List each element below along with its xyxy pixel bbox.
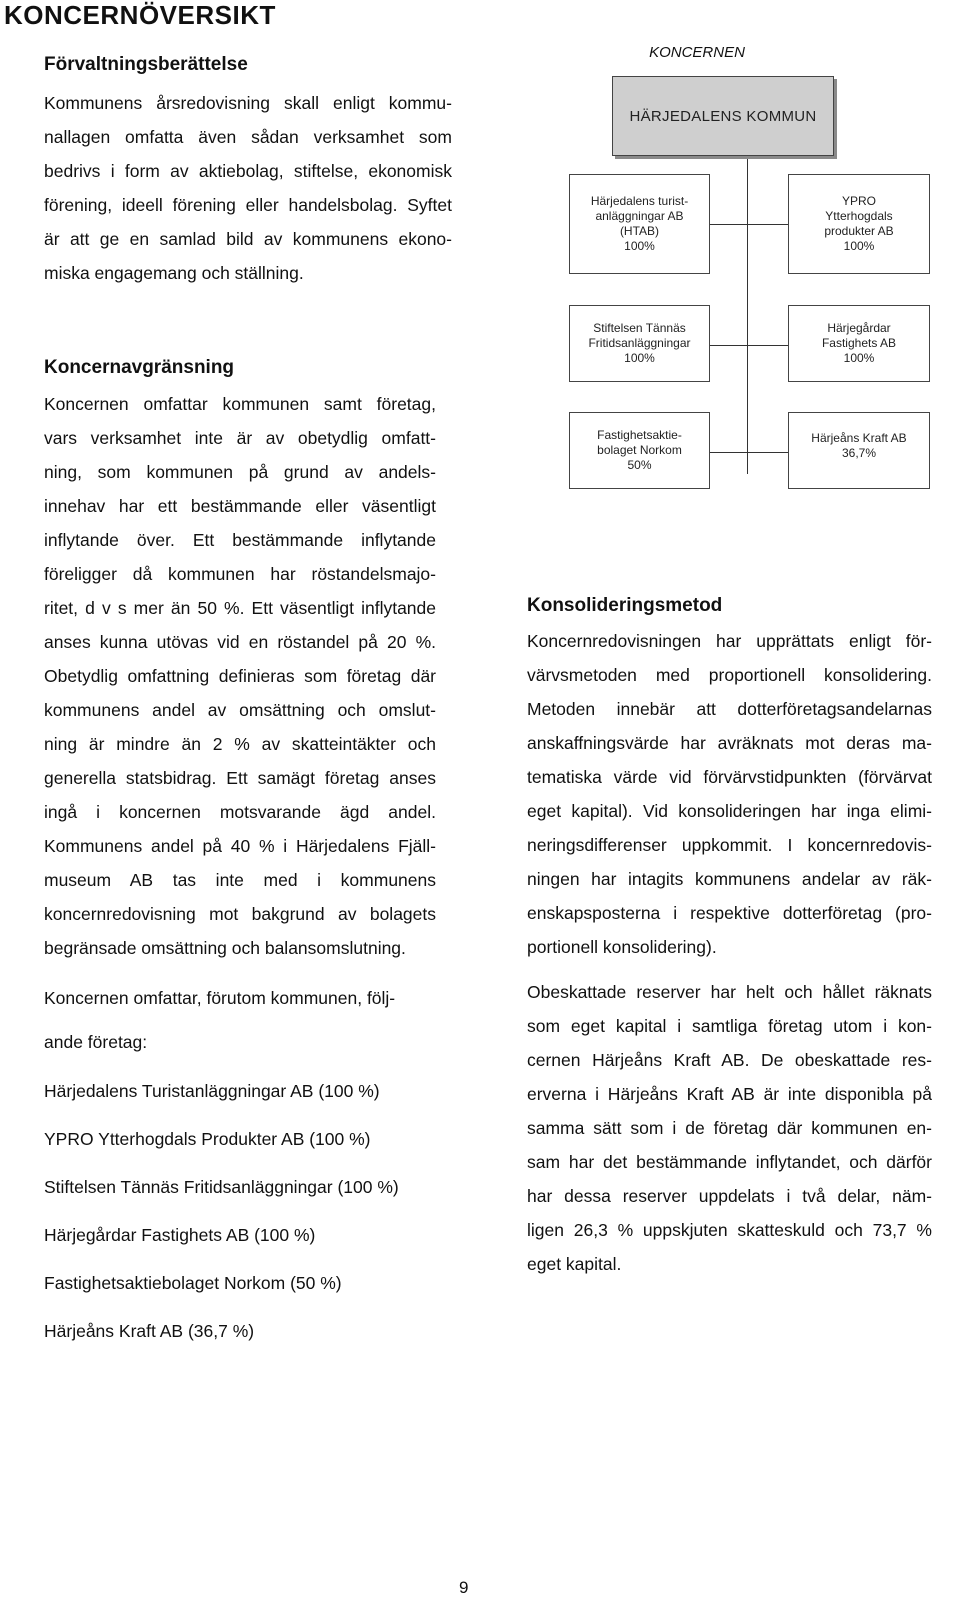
company-list-intro: Koncernen omfattar, förutom kommunen, följ- [44,988,396,1008]
text-line: tematiska värde vid förvärvstidpunkten (förvärvat [527,767,932,787]
forvaltning-paragraph [44,86,452,290]
org-box-line: 36,7% [841,446,877,460]
text-line: har dessa reserver uppdelats i två delar, näm- [527,1186,932,1206]
org-box-line: 100% [624,239,655,253]
text-line: ning, som kommunen på grund av andels- [44,462,436,482]
obeskattade-paragraph [527,975,932,1281]
text-line: Kommunens årsredovisning skall enligt kommu- [44,93,452,113]
org-box-line: 100% [843,351,875,365]
company-list-intro: ande företag: [44,1032,148,1052]
text-line: ning är mindre än 2 % av skatteintäkter och [44,734,436,754]
text-line: innehav har ett bestämmande eller väsentligt [44,496,436,516]
page-title: KONCERNÖVERSIKT [4,0,276,30]
koncernavgransning-paragraph [44,387,436,965]
org-box-norkom [569,412,710,489]
page-number: 9 [459,1578,469,1597]
text-line: kommunens andel av omsättning och omslut- [44,700,436,720]
text-line: förening, ideell förening eller handelsbolag. Syftet [44,195,452,215]
org-box-line: Härjegårdar [827,321,891,335]
text-line: Koncernen omfattar kommunen samt företag, [44,394,436,414]
org-box-line: 100% [624,351,655,365]
text-line: Kommunens andel på 40 % i Härjedalens Fjäll- [44,836,436,856]
text-line: Obetydlig omfattning definieras som företag där [44,666,436,686]
org-box-kraft [788,412,930,489]
text-line: generella statsbidrag. Ett samägt företag anses [44,768,436,788]
company-list-item: YPRO Ytterhogdals Produkter AB (100 %) [44,1129,371,1149]
org-box-line: Härjedalens turist- [590,194,689,208]
org-box-line: Fritidsanläggningar [588,336,691,350]
text-line: eget kapital. [527,1254,622,1274]
org-box-harjegardar [788,305,930,382]
text-line: ingå i koncernen motsvarande ägd andel. [44,802,436,822]
org-box-line: (HTAB) [619,224,660,238]
text-line: sam har det bestämmande inflytandet, och därför [527,1152,932,1172]
text-line: begränsade omsättning och balansomslutning. [44,938,406,958]
text-line: bedrivs i form av aktiebolag, stiftelse, ekonomisk [44,161,452,181]
org-box-line: produkter AB [824,224,894,238]
text-line: anses kunna utövas vid en röstandel på 20 %. [44,632,436,652]
text-line: som eget kapital i samtliga företag utom i kon- [527,1016,932,1036]
company-list-item: Fastighetsaktiebolaget Norkom (50 %) [44,1273,342,1293]
text-line: eget kapital). Vid konsolideringen har inga elimi- [527,801,932,821]
text-line: miska engagemang och ställning. [44,263,304,283]
konsolidering-paragraph [527,624,932,964]
text-line: anskaffningsvärde har avräknats mot deras ma- [527,733,932,753]
org-box-tannas [569,305,710,382]
text-line: vars verksamhet inte är av obetydlig omfatt- [44,428,436,448]
text-line: erverna i Härjeåns Kraft AB är inte disponibla på [527,1084,932,1104]
org-box-line: YPRO [841,194,876,208]
text-line: Obeskattade reserver har helt och hållet räknats [527,982,932,1002]
text-line: föreligger då kommunen har röstandelsmajo- [44,564,436,584]
text-line: portionell konsolidering). [527,937,717,957]
text-line: ningen har intagits kommunens andelar av räk- [527,869,932,889]
text-line: Koncernredovisningen har upprättats enligt för- [527,631,932,651]
koncernavgransning-heading: Koncernavgränsning [44,357,235,378]
org-box-line: bolaget Norkom [597,443,682,457]
text-line: neringsdifferenser uppkommit. I koncernredovis- [527,835,932,855]
text-line: Metoden innebär att dotterföretagsandelarnas [527,699,932,719]
forvaltning-heading: Förvaltningsberättelse [44,54,248,75]
org-box-line: 50% [627,458,652,472]
text-line: samma sätt som i de företag där kommunen en- [527,1118,932,1138]
company-list-item: Härjegårdar Fastighets AB (100 %) [44,1225,316,1245]
text-line: enskapsposterna i respektive dotterföretag (pro- [527,903,932,923]
text-line: koncernredovisning mot bakgrund av bolagets [44,904,436,924]
org-box-line: anläggningar AB [595,209,684,223]
org-box-line: Ytterhogdals [825,209,893,223]
text-line: ligen 26,3 % uppskjuten skatteskuld och 73,7 % [527,1220,932,1240]
org-box-line: Fastighetsaktie- [597,428,682,442]
connector-row-3 [710,452,788,453]
company-list-item: Stiftelsen Tännäs Fritidsanläggningar (100 %) [44,1177,399,1197]
org-box-title: HÄRJEDALENS KOMMUN [629,107,817,125]
org-box-kommun [612,76,834,156]
text-line: värvsmetoden med proportionell konsolidering. [527,665,932,685]
company-list-item: Härjeåns Kraft AB (36,7 %) [44,1321,255,1341]
company-list-item: Härjedalens Turistanläggningar AB (100 %) [44,1081,380,1101]
org-box-line: 100% [843,239,875,253]
text-line: ritet, d v s mer än 50 %. Ett väsentligt inflytande [44,598,436,618]
connector-row-2 [710,345,788,346]
text-line: cernen Härjeåns Kraft AB. De obeskattade res- [527,1050,932,1070]
text-line: inflytande över. Ett bestämmande inflytande [44,530,436,550]
text-line: nallagen omfatta även sådan verksamhet som [44,127,452,147]
konsolidering-heading: Konsolideringsmetod [527,595,723,616]
text-line: är att ge en samlad bild av kommunens ekono- [44,229,452,249]
org-box-line: Härjeåns Kraft AB [811,431,907,445]
connector-trunk [747,156,748,474]
org-box-line: Fastighets AB [821,336,897,350]
org-box-line: Stiftelsen Tännäs [593,321,686,335]
org-box-htab [569,174,710,274]
org-box-ypro [788,174,930,274]
connector-row-1 [710,224,788,225]
text-line: museum AB tas inte med i kommunens [44,870,436,890]
org-chart-label: KONCERNEN [649,44,745,61]
